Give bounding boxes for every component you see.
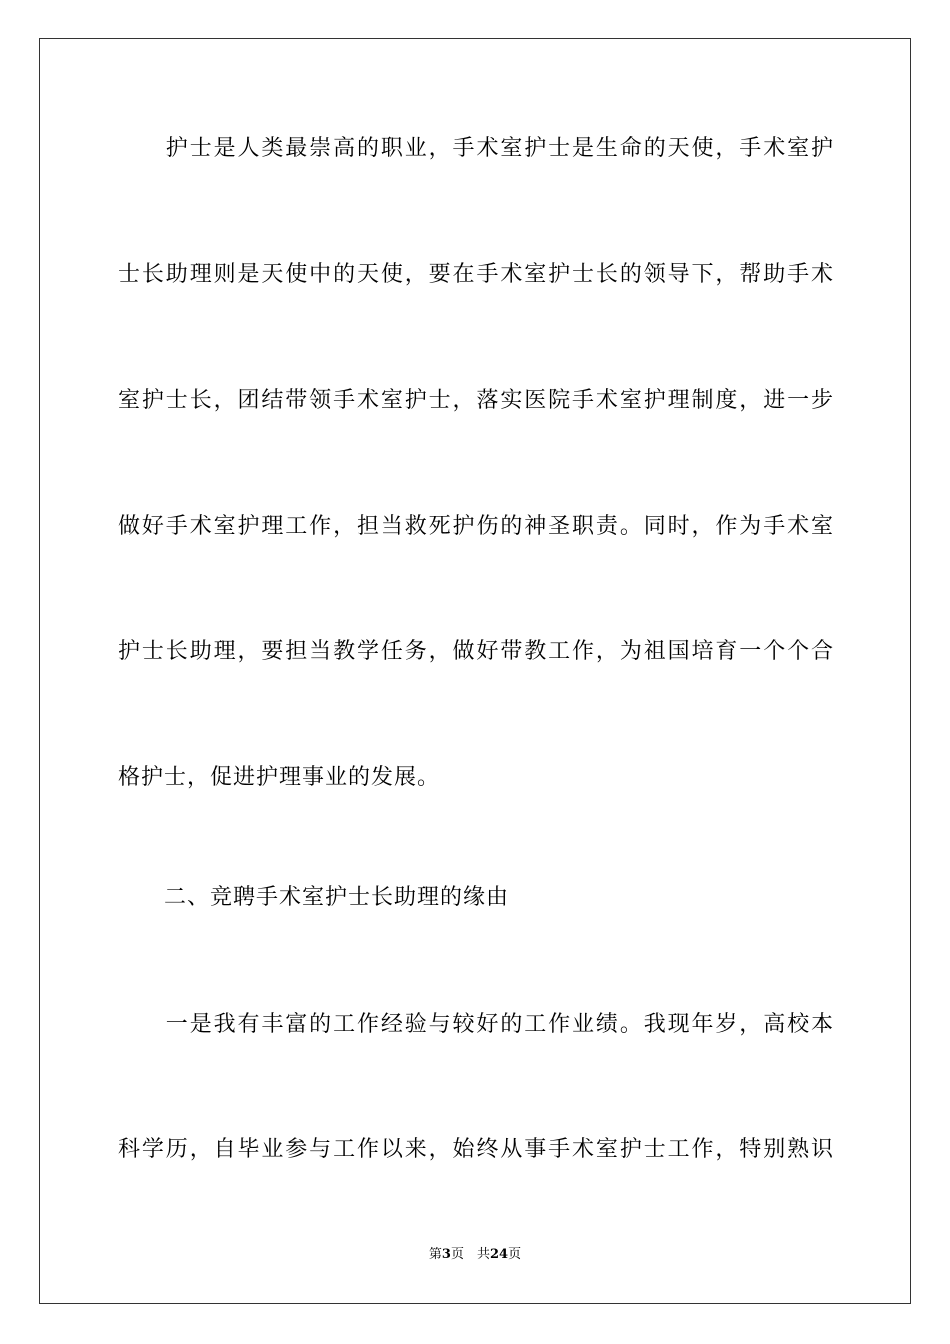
paragraph-line-8: 科学历，自毕业参与工作以来，始终从事手术室护士工作，特别熟识 bbox=[118, 1137, 834, 1162]
paragraph-line-4: 做好手术室护理工作，担当救死护伤的神圣职责。同时，作为手术室 bbox=[118, 514, 834, 539]
page-border bbox=[39, 38, 911, 1304]
paragraph-line-6: 格护士，促进护理事业的发展。 bbox=[118, 765, 441, 790]
footer-middle: 页 共 bbox=[450, 1247, 490, 1262]
paragraph-line-2: 士长助理则是天使中的天使，要在手术室护士长的领导下，帮助手术 bbox=[118, 262, 834, 287]
footer-prefix: 第 bbox=[428, 1247, 442, 1262]
paragraph-line-1: 护士是人类最崇高的职业，手术室护士是生命的天使，手术室护 bbox=[118, 136, 834, 161]
footer-suffix: 页 bbox=[508, 1247, 522, 1262]
paragraph-line-7: 一是我有丰富的工作经验与较好的工作业绩。我现年岁，高校本 bbox=[118, 1012, 834, 1037]
section-heading: 二、竞聘手术室护士长助理的缘由 bbox=[118, 885, 510, 910]
page-footer bbox=[0, 1246, 950, 1264]
paragraph-line-3: 室护士长，团结带领手术室护士，落实医院手术室护理制度，进一步 bbox=[118, 388, 834, 413]
current-page-number: 3 bbox=[441, 1247, 451, 1262]
paragraph-line-5: 护士长助理，要担当教学任务，做好带教工作，为祖国培育一个个合 bbox=[118, 639, 834, 664]
total-pages-number: 24 bbox=[489, 1247, 509, 1262]
